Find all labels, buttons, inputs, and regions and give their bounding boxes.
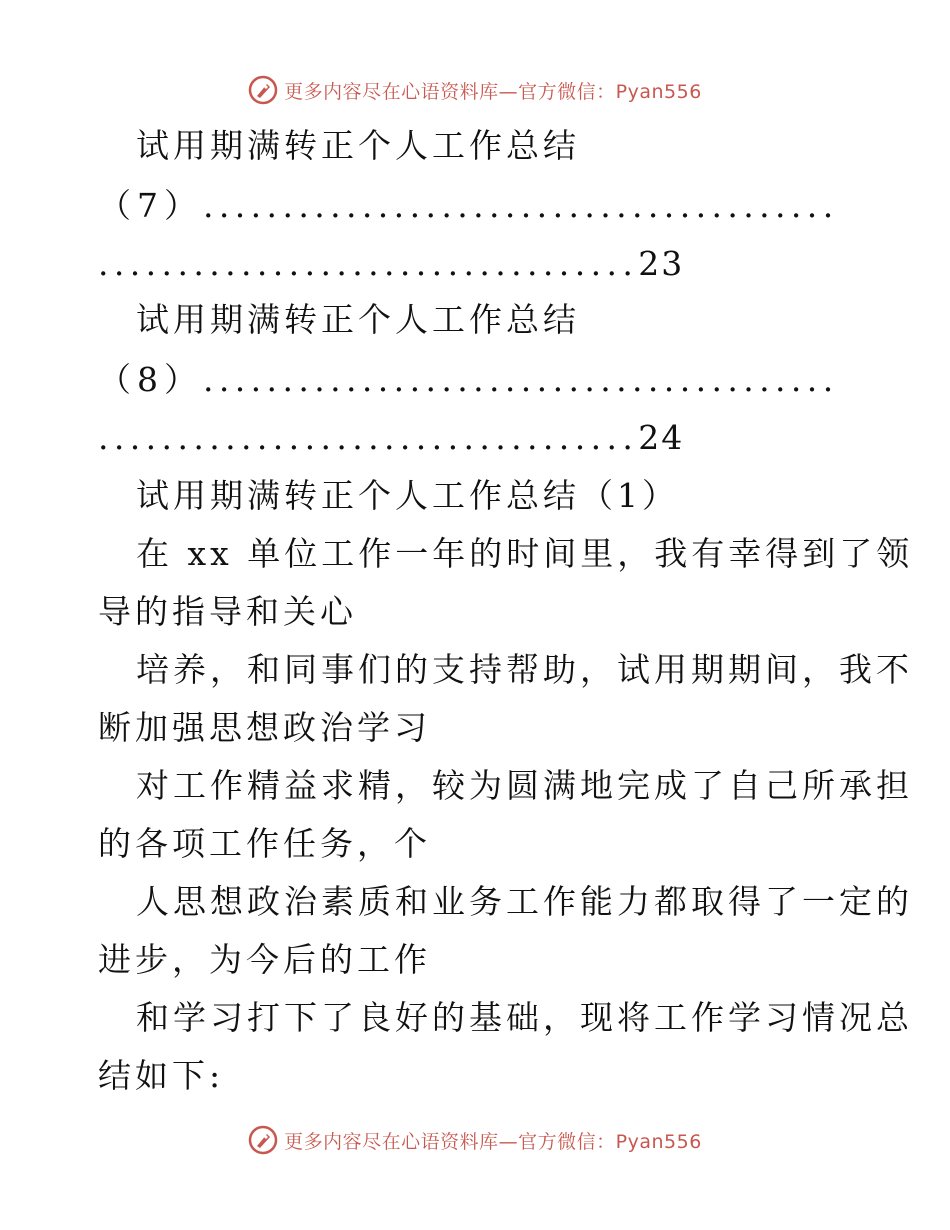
toc-entry-title[interactable]: 试用期满转正个人工作总结 (136, 126, 580, 165)
toc-dot-leader: ........................................ (203, 186, 839, 225)
pen-nib-logo-icon (248, 75, 278, 105)
body-line: 结如下: (98, 1056, 225, 1095)
section-title: 试用期满转正个人工作总结（1） (136, 476, 679, 515)
toc-entry-number: （8） (98, 360, 203, 399)
header-banner (0, 70, 950, 110)
toc-entry-leader-line[interactable] (98, 360, 839, 400)
body-line: 在 xx 单位工作一年的时间里，我有幸得到了领 (136, 534, 914, 573)
toc-entry-leader-line[interactable] (98, 418, 684, 458)
toc-entry-leader-line[interactable] (98, 244, 684, 284)
toc-dot-leader: .................................. (98, 418, 639, 457)
toc-page-number: 24 (638, 418, 685, 457)
body-line: 断加强思想政治学习 (98, 708, 431, 747)
footer-banner-text: 更多内容尽在心语资料库—官方微信：Pyan556 (284, 1130, 702, 1153)
pen-nib-logo-icon (248, 1125, 278, 1155)
body-line: 导的指导和关心 (98, 592, 357, 631)
body-line: 进步，为今后的工作 (98, 940, 431, 979)
toc-entry-number: （7） (98, 186, 203, 225)
toc-entry-leader-line[interactable] (98, 186, 839, 226)
body-line: 培养，和同事们的支持帮助，试用期期间，我不 (136, 650, 913, 689)
toc-dot-leader: .................................. (98, 244, 639, 283)
footer-banner (0, 1120, 950, 1160)
header-banner-text: 更多内容尽在心语资料库—官方微信：Pyan556 (284, 80, 702, 103)
toc-page-number: 23 (638, 244, 685, 283)
toc-entry-title[interactable]: 试用期满转正个人工作总结 (136, 300, 580, 339)
toc-dot-leader: ........................................ (203, 360, 839, 399)
body-line: 的各项工作任务，个 (98, 824, 431, 863)
body-line: 和学习打下了良好的基础，现将工作学习情况总 (136, 998, 913, 1037)
body-line: 对工作精益求精，较为圆满地完成了自己所承担 (136, 766, 913, 805)
body-line: 人思想政治素质和业务工作能力都取得了一定的 (136, 882, 913, 921)
